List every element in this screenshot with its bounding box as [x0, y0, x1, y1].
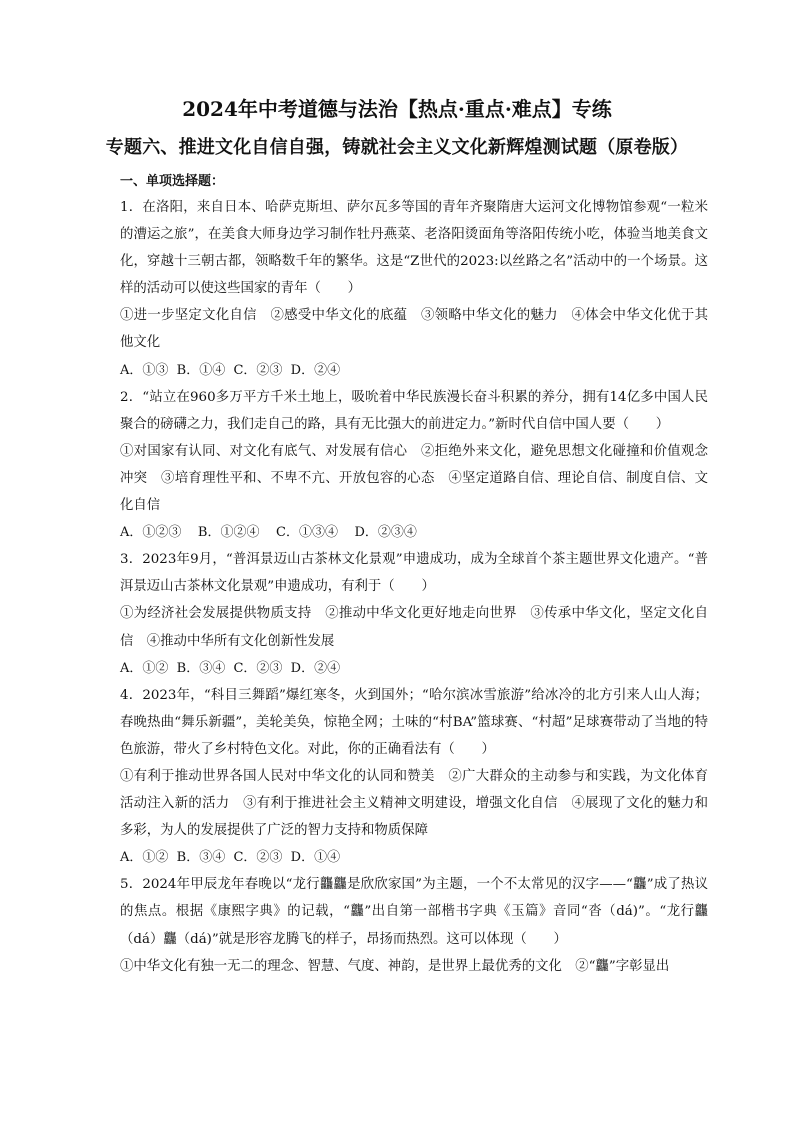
question-stem: 1．在洛阳，来自日本、哈萨克斯坦、萨尔瓦多等国的青年齐聚隋唐大运河文化博物馆参观“一粒米的漕运之旅”，在美食大师身边学习制作牡丹燕菜、老洛阳烫面角等洛阳传统小吃，体验当地美食文化，穿越十三朝古都，领略数千年的繁华。这是“Z世代的2023:以丝路之名”活动中的一个场景。这样的活动可以使这些国家的青年（ ） [120, 200, 708, 297]
document-title: 2024年中考道德与法治【热点·重点·难点】专练 [182, 97, 612, 121]
question-list [120, 194, 708, 980]
question-options: A．①②③ B．①②④ C．①③④ D．②③④ [120, 525, 417, 541]
question-statements: ①进一步坚定文化自信 ②感受中华文化的底蕴 ③领略中华文化的魅力 ④体会中华文化优于其他文化 [120, 308, 708, 351]
question-statements: ①有利于推动世界各国人民对中华文化的认同和赞美 ②广大群众的主动参与和实践，为文化体育活动注入新的活力 ③有利于推进社会主义精神文明建设，增强文化自信 ④展现了文化的魅力和多彩，为人的发展提供了广泛的智力支持和物质保障 [120, 768, 708, 839]
question-stem: 2．“站立在960多万平方千米土地上，吸吮着中华民族漫长奋斗积累的养分，拥有14亿多中国人民聚合的磅礴之力，我们走自己的路，具有无比强大的前进定力。”新时代自信中国人要（ ） [120, 389, 708, 432]
question-stem: 3．2023年9月，“普洱景迈山古茶林文化景观”申遗成功，成为全球首个茶主题世界文化遗产。“普洱景迈山古茶林文化景观”申遗成功，有利于（ ） [120, 552, 708, 595]
question-options: A．①③ B．①④ C．②③ D．②④ [120, 362, 341, 378]
question-statements: ①对国家有认同、对文化有底气、对发展有信心 ②拒绝外来文化，避免思想文化碰撞和价值观念冲突 ③培育理性平和、不卑不亢、开放包容的心态 ④坚定道路自信、理论自信、制度自信、文化自信 [120, 443, 708, 514]
question-options: A．①② B．③④ C．②③ D．②④ [120, 660, 341, 676]
document-subtitle: 专题六、推进文化自信自强，铸就社会主义文化新辉煌测试题（原卷版） [105, 137, 689, 158]
question-statements: ①中华文化有独一无二的理念、智慧、气度、神韵，是世界上最优秀的文化 ②“龘”字彰显出 [120, 958, 670, 974]
question-stem: 4．2023年，“科目三舞蹈”爆红寒冬，火到国外；“哈尔滨冰雪旅游”给冰冷的北方引来人山人海；春晚热曲“舞乐新疆”，美轮美奂，惊艳全网；土味的“村BA”篮球赛、“村超”足球赛带动了当地的特色旅游，带火了乡村特色文化。对此，你的正确看法有（ ） [120, 687, 708, 757]
question-statements: ①为经济社会发展提供物质支持 ②推动中华文化更好地走向世界 ③传承中华文化，坚定文化自信 ④推动中华所有文化创新性发展 [120, 606, 708, 649]
question-options: A．①② B．③④ C．②③ D．①④ [120, 850, 341, 866]
section-heading: 一、单项选择题： [120, 174, 225, 189]
question-stem: 5．2024年甲辰龙年春晚以“龙行龘龘是欣欣家国”为主题，一个不太常见的汉字——“龘”成了热议的焦点。根据《康熙字典》的记载，“龘”出自第一部楷书字典《玉篇》音同“沓（dá)”。“龙行龘（dá）龘（dá)”就是形容龙腾飞的样子，昂扬而热烈。这可以体现（ ） [120, 877, 708, 947]
